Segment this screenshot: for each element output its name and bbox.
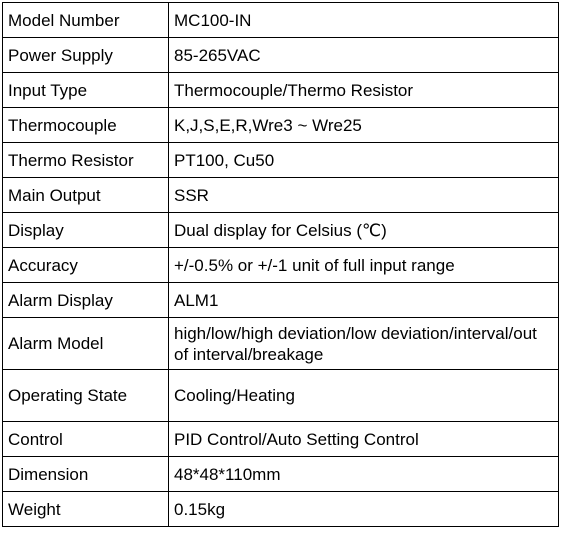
alarm-display-value: ALM1 [169, 283, 559, 318]
thermo-resistor-value: PT100, Cu50 [169, 143, 559, 178]
table-row [3, 213, 559, 248]
table-row [3, 457, 559, 492]
thermo-resistor-label: Thermo Resistor [3, 143, 169, 178]
thermocouple-value: K,J,S,E,R,Wre3 ~ Wre25 [169, 108, 559, 143]
input-type-label: Input Type [3, 73, 169, 108]
thermocouple-label: Thermocouple [3, 108, 169, 143]
table-row [3, 248, 559, 283]
model-number-label: Model Number [3, 3, 169, 38]
control-value: PID Control/Auto Setting Control [169, 422, 559, 457]
table-row [3, 143, 559, 178]
alarm-model-value: high/low/high deviation/low deviation/interval/out of interval/breakage [169, 318, 559, 370]
table-row [3, 108, 559, 143]
model-number-value: MC100-IN [169, 3, 559, 38]
weight-value: 0.15kg [169, 492, 559, 527]
table-row [3, 38, 559, 73]
display-label: Display [3, 213, 169, 248]
main-output-label: Main Output [3, 178, 169, 213]
operating-state-value: Cooling/Heating [169, 370, 559, 422]
display-value: Dual display for Celsius (℃) [169, 213, 559, 248]
weight-label: Weight [3, 492, 169, 527]
table-row [3, 178, 559, 213]
control-label: Control [3, 422, 169, 457]
accuracy-label: Accuracy [3, 248, 169, 283]
spec-table [2, 2, 559, 527]
table-row [3, 283, 559, 318]
table-row [3, 73, 559, 108]
operating-state-label: Operating State [3, 370, 169, 422]
dimension-label: Dimension [3, 457, 169, 492]
table-row [3, 492, 559, 527]
alarm-display-label: Alarm Display [3, 283, 169, 318]
table-row [3, 3, 559, 38]
table-row [3, 370, 559, 422]
alarm-model-label: Alarm Model [3, 318, 169, 370]
power-supply-label: Power Supply [3, 38, 169, 73]
main-output-value: SSR [169, 178, 559, 213]
accuracy-value: +/-0.5% or +/-1 unit of full input range [169, 248, 559, 283]
table-row [3, 422, 559, 457]
power-supply-value: 85-265VAC [169, 38, 559, 73]
input-type-value: Thermocouple/Thermo Resistor [169, 73, 559, 108]
dimension-value: 48*48*110mm [169, 457, 559, 492]
table-row [3, 318, 559, 370]
